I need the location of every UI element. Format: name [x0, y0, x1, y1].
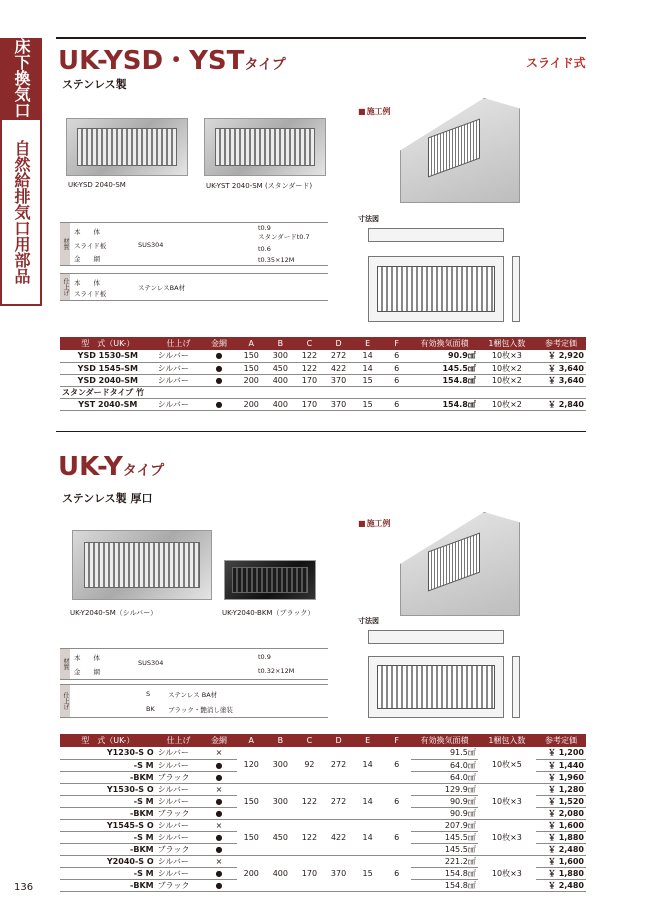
- column-header-c: C: [295, 734, 324, 747]
- cell-model: YSD 1530-SM: [60, 350, 156, 362]
- cell-c: 122: [295, 362, 324, 374]
- cell-e: 14: [353, 747, 382, 783]
- cell-b: 400: [266, 374, 295, 386]
- cell-a: 120: [237, 747, 266, 783]
- cell-area: 207.9㎠: [411, 819, 478, 831]
- cell-mesh: ×: [201, 855, 236, 867]
- cell-area: 90.9㎠: [411, 807, 478, 819]
- cell-finish: シルバー: [156, 374, 202, 386]
- cell-finish: シルバー: [156, 350, 202, 362]
- column-header-c: C: [295, 337, 324, 350]
- spec-row-label: スライド板: [74, 290, 107, 298]
- cell-b: 300: [266, 747, 295, 783]
- spec-finish-side: 仕上げ: [60, 685, 70, 717]
- cell-area: 145.5㎠: [411, 831, 478, 843]
- spec-material-value: SUS304: [138, 659, 164, 667]
- cell-price: ￥ 1,440: [536, 759, 586, 771]
- cell-a: 200: [237, 398, 266, 410]
- table-row: [60, 783, 586, 795]
- spec-row-label: スライド板: [74, 242, 107, 250]
- finish-desc: ステンレス BA材: [168, 691, 218, 699]
- cell-price: ￥ 1,520: [536, 795, 586, 807]
- dimension-drawing-top: [368, 630, 504, 644]
- cell-f: 6: [382, 783, 411, 819]
- cell-e: 14: [353, 783, 382, 819]
- cell-e: 15: [353, 398, 382, 410]
- dimension-drawing-front: [368, 656, 504, 718]
- cell-mesh: ●: [201, 807, 236, 819]
- cell-model: Y1545-S O: [60, 819, 156, 831]
- table-subheader: スタンダードタイプ 竹: [60, 386, 586, 398]
- table-row: [60, 374, 586, 386]
- cell-mesh: ●: [201, 362, 236, 374]
- cell-mesh: ×: [201, 819, 236, 831]
- column-header-a: A: [237, 734, 266, 747]
- spec-material-value: SUS304: [138, 241, 164, 249]
- slide-type-label: スライド式: [526, 56, 586, 70]
- dimension-drawing-side: [512, 656, 520, 718]
- price-table-ysd-yst: [60, 337, 586, 411]
- photo-caption-black: UK-Y2040-BKM（ブラック）: [222, 609, 315, 617]
- table-subheader-row: [60, 386, 586, 398]
- cell-b: 300: [266, 783, 295, 819]
- cell-price: ￥ 1,600: [536, 819, 586, 831]
- cell-price: ￥ 1,280: [536, 783, 586, 795]
- spec-row-label: 本 体: [74, 654, 100, 662]
- cell-pack: 10枚×2: [478, 362, 536, 374]
- cell-pack: 10枚×3: [478, 783, 536, 819]
- cell-c: 170: [295, 855, 324, 891]
- cell-finish: ブラック: [156, 807, 202, 819]
- cell-c: 92: [295, 747, 324, 783]
- cell-e: 14: [353, 819, 382, 855]
- cell-mesh: ●: [201, 374, 236, 386]
- cell-f: 6: [382, 350, 411, 362]
- cell-model: -S M: [60, 831, 156, 843]
- cell-f: 6: [382, 855, 411, 891]
- table-row: [60, 398, 586, 410]
- cell-mesh: ●: [201, 759, 236, 771]
- cell-area: 145.5㎠: [411, 843, 478, 855]
- column-header-area: 有効換気面積: [411, 337, 478, 350]
- product-photo-ysd: [66, 118, 188, 176]
- column-header-f: F: [382, 337, 411, 350]
- product-photo-silver: [72, 530, 212, 600]
- cell-f: 6: [382, 819, 411, 855]
- spec-material-block: [60, 222, 328, 266]
- cell-mesh: ●: [201, 771, 236, 783]
- cell-mesh: ●: [201, 867, 236, 879]
- spec-finish-block: [60, 684, 328, 718]
- cell-b: 450: [266, 362, 295, 374]
- cell-f: 6: [382, 362, 411, 374]
- cell-mesh: ●: [201, 350, 236, 362]
- page-number: 136: [14, 882, 34, 893]
- cell-a: 150: [237, 819, 266, 855]
- cell-a: 200: [237, 374, 266, 386]
- cell-model: YSD 1545-SM: [60, 362, 156, 374]
- cell-area: 154.8㎠: [411, 879, 478, 891]
- section1-title: UK-YSD・YSTタイプ: [58, 46, 286, 76]
- cell-mesh: ●: [201, 843, 236, 855]
- cell-c: 122: [295, 819, 324, 855]
- spec-thickness: t0.32×12M: [258, 667, 295, 675]
- cell-area: 154.8㎠: [411, 398, 478, 410]
- spec-row-label: 金 網: [74, 255, 100, 263]
- cell-d: 272: [324, 783, 353, 819]
- spec-thickness: t0.6: [258, 245, 271, 253]
- cell-e: 15: [353, 374, 382, 386]
- cell-model: -S M: [60, 867, 156, 879]
- cell-finish: シルバー: [156, 783, 202, 795]
- table-row: [60, 819, 586, 831]
- cell-f: 6: [382, 374, 411, 386]
- cell-area: 154.8㎠: [411, 374, 478, 386]
- spec-row-label: 本 体: [74, 279, 100, 287]
- cell-finish: ブラック: [156, 771, 202, 783]
- cell-d: 370: [324, 374, 353, 386]
- install-example-label: ■ 施工例: [358, 106, 391, 117]
- cell-price: ￥ 3,640: [536, 362, 586, 374]
- column-header-b: B: [266, 734, 295, 747]
- spec-finish-side: 仕上げ: [60, 274, 70, 300]
- cell-c: 122: [295, 350, 324, 362]
- cell-finish: シルバー: [156, 747, 202, 759]
- column-header-area: 有効換気面積: [411, 734, 478, 747]
- finish-code: BK: [146, 705, 155, 713]
- column-header-mesh: 金網: [201, 337, 236, 350]
- column-header-finish: 仕上げ: [156, 337, 202, 350]
- cell-d: 370: [324, 398, 353, 410]
- cell-finish: シルバー: [156, 795, 202, 807]
- cell-model: Y2040-S O: [60, 855, 156, 867]
- table-row: [60, 362, 586, 374]
- spec-material-block: [60, 648, 328, 680]
- cell-area: 64.0㎠: [411, 759, 478, 771]
- cell-finish: シルバー: [156, 819, 202, 831]
- photo-caption-silver: UK-Y2040-SM（シルバー）: [70, 609, 158, 617]
- cell-pack: 10枚×5: [478, 747, 536, 783]
- cell-model: Y1530-S O: [60, 783, 156, 795]
- cell-mesh: ●: [201, 795, 236, 807]
- install-example-label: ■ 施工例: [358, 518, 391, 529]
- cell-b: 450: [266, 819, 295, 855]
- cell-b: 400: [266, 855, 295, 891]
- spec-thickness: t0.9 スタンダードt0.7: [258, 224, 310, 241]
- cell-price: ￥ 1,960: [536, 771, 586, 783]
- cell-mesh: ×: [201, 783, 236, 795]
- cell-model: -BKM: [60, 771, 156, 783]
- column-header-f: F: [382, 734, 411, 747]
- photo-caption-yst: UK-YST 2040-SM (スタンダード): [206, 182, 313, 190]
- cell-area: 129.9㎠: [411, 783, 478, 795]
- cell-a: 150: [237, 362, 266, 374]
- column-header-finish: 仕上げ: [156, 734, 202, 747]
- dimension-drawing-side: [512, 256, 520, 322]
- cell-finish: ブラック: [156, 843, 202, 855]
- dimension-label: 寸法図: [358, 215, 379, 223]
- section2-title: UK-Yタイプ: [58, 452, 165, 482]
- cell-pack: 10枚×2: [478, 374, 536, 386]
- dimension-drawing-front: [368, 256, 504, 322]
- table-row: [60, 747, 586, 759]
- cell-b: 300: [266, 350, 295, 362]
- cell-model: -S M: [60, 795, 156, 807]
- cell-finish: シルバー: [156, 362, 202, 374]
- cell-price: ￥ 1,880: [536, 867, 586, 879]
- column-header-b: B: [266, 337, 295, 350]
- cell-pack: 10枚×3: [478, 855, 536, 891]
- cell-d: 272: [324, 747, 353, 783]
- spec-finish-value: ステンレスBA材: [138, 284, 186, 292]
- top-rule: [56, 37, 586, 39]
- cell-pack: 10枚×3: [478, 819, 536, 855]
- cell-d: 422: [324, 362, 353, 374]
- price-table-uky: [60, 734, 586, 892]
- cell-mesh: ●: [201, 398, 236, 410]
- cell-mesh: ×: [201, 747, 236, 759]
- cell-pack: 10枚×3: [478, 350, 536, 362]
- spec-material-side: 材質: [60, 649, 70, 679]
- cell-model: Y1230-S O: [60, 747, 156, 759]
- cell-price: ￥ 3,640: [536, 374, 586, 386]
- section-divider: [56, 431, 586, 432]
- column-header-a: A: [237, 337, 266, 350]
- dimension-drawing-top: [368, 228, 504, 242]
- product-photo-yst: [204, 118, 326, 176]
- cell-finish: シルバー: [156, 855, 202, 867]
- cell-area: 154.8㎠: [411, 867, 478, 879]
- cell-finish: シルバー: [156, 867, 202, 879]
- cell-area: 90.9㎠: [411, 350, 478, 362]
- sidebar-category-bottom: 自然給排気口用部品: [0, 118, 42, 306]
- cell-c: 170: [295, 398, 324, 410]
- cell-area: 221.2㎠: [411, 855, 478, 867]
- spec-material-side: 材質: [60, 223, 70, 265]
- column-header-pack: 1梱包入数: [478, 734, 536, 747]
- section1-subtitle: ステンレス製: [62, 78, 127, 91]
- table-row: [60, 855, 586, 867]
- cell-price: ￥ 1,200: [536, 747, 586, 759]
- section2-subtitle: ステンレス製 厚口: [62, 492, 153, 505]
- cell-price: ￥ 2,480: [536, 843, 586, 855]
- column-header-model: 型 式（UK-）: [60, 734, 156, 747]
- cell-price: ￥ 2,840: [536, 398, 586, 410]
- finish-desc: ブラック・艶消し塗装: [168, 706, 233, 714]
- cell-e: 15: [353, 855, 382, 891]
- column-header-d: D: [324, 337, 353, 350]
- spec-finish-block: [60, 273, 328, 301]
- cell-e: 14: [353, 350, 382, 362]
- cell-a: 150: [237, 783, 266, 819]
- cell-finish: シルバー: [156, 759, 202, 771]
- cell-finish: ブラック: [156, 879, 202, 891]
- spec-thickness: t0.35×12M: [258, 256, 295, 264]
- sidebar-category-top: 床下換気口: [0, 38, 42, 118]
- cell-model: -BKM: [60, 879, 156, 891]
- cell-pack: 10枚×2: [478, 398, 536, 410]
- cell-d: 370: [324, 855, 353, 891]
- column-header-pack: 1梱包入数: [478, 337, 536, 350]
- cell-area: 91.5㎠: [411, 747, 478, 759]
- cell-d: 422: [324, 819, 353, 855]
- cell-price: ￥ 1,600: [536, 855, 586, 867]
- cell-finish: シルバー: [156, 831, 202, 843]
- column-header-d: D: [324, 734, 353, 747]
- column-header-e: E: [353, 734, 382, 747]
- column-header-price: 参考定価: [536, 734, 586, 747]
- cell-mesh: ●: [201, 879, 236, 891]
- cell-f: 6: [382, 398, 411, 410]
- dimension-label: 寸法図: [358, 617, 379, 625]
- spec-row-label: 金 網: [74, 668, 100, 676]
- cell-model: YST 2040-SM: [60, 398, 156, 410]
- column-header-mesh: 金網: [201, 734, 236, 747]
- cell-d: 272: [324, 350, 353, 362]
- finish-code: S: [146, 690, 151, 698]
- spec-row-label: 本 体: [74, 228, 100, 236]
- cell-model: -BKM: [60, 807, 156, 819]
- cell-b: 400: [266, 398, 295, 410]
- cell-mesh: ●: [201, 831, 236, 843]
- cell-a: 200: [237, 855, 266, 891]
- table-row: [60, 350, 586, 362]
- cell-c: 170: [295, 374, 324, 386]
- cell-finish: シルバー: [156, 398, 202, 410]
- cell-model: YSD 2040-SM: [60, 374, 156, 386]
- cell-price: ￥ 2,480: [536, 879, 586, 891]
- cell-price: ￥ 2,920: [536, 350, 586, 362]
- cell-f: 6: [382, 747, 411, 783]
- product-photo-black: [224, 560, 316, 600]
- cell-c: 122: [295, 783, 324, 819]
- cell-model: -S M: [60, 759, 156, 771]
- cell-area: 90.9㎠: [411, 795, 478, 807]
- cell-a: 150: [237, 350, 266, 362]
- cell-model: -BKM: [60, 843, 156, 855]
- column-header-price: 参考定価: [536, 337, 586, 350]
- spec-thickness: t0.9: [258, 653, 271, 661]
- cell-price: ￥ 2,080: [536, 807, 586, 819]
- cell-area: 64.0㎠: [411, 771, 478, 783]
- column-header-e: E: [353, 337, 382, 350]
- cell-price: ￥ 1,880: [536, 831, 586, 843]
- photo-caption-ysd: UK-YSD 2040-SM: [68, 181, 126, 189]
- cell-e: 14: [353, 362, 382, 374]
- cell-area: 145.5㎠: [411, 362, 478, 374]
- column-header-model: 型 式（UK-）: [60, 337, 156, 350]
